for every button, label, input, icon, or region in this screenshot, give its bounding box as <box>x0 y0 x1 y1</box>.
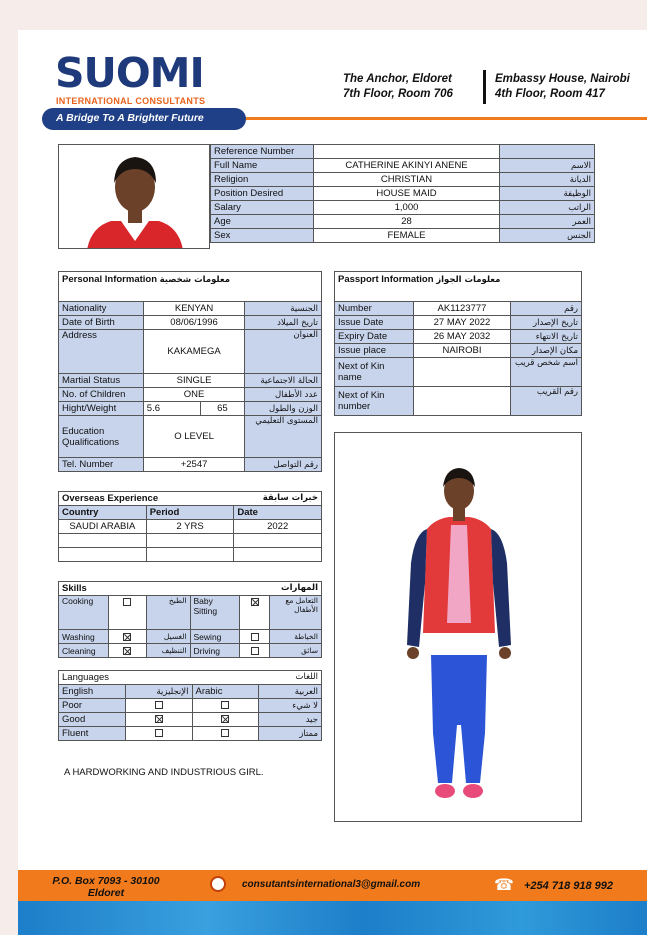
washing-checkbox[interactable] <box>123 633 131 641</box>
table-row: Address KAKAMEGA العنوان <box>59 330 322 374</box>
section-header: Overseas Experience خبرات سابقة <box>59 492 322 506</box>
brand-subtitle: INTERNATIONAL CONSULTANTS <box>56 96 206 106</box>
section-header: Passport Information معلومات الجواز <box>335 272 582 302</box>
cooking-checkbox[interactable] <box>123 598 131 606</box>
portrait-photo <box>58 144 210 249</box>
column-headers: Country Period Date <box>59 506 322 520</box>
personal-info-table <box>58 271 322 472</box>
driving-checkbox[interactable] <box>251 647 259 655</box>
english-poor-checkbox[interactable] <box>155 701 163 709</box>
table-row: Poor لا شيء <box>59 699 322 713</box>
brand-name: SUOMI <box>55 49 204 97</box>
address-nairobi: Embassy House, Nairobi 4th Floor, Room 417 <box>495 73 630 100</box>
english-fluent-checkbox[interactable] <box>155 729 163 737</box>
table-row: Hight/Weight 5.6 65 الوزن والطول <box>59 402 322 416</box>
table-row: Issue Date 27 MAY 2022 تاريخ الإصدار <box>335 316 582 330</box>
table-row: Next of Kin number رقم القريب <box>335 387 582 416</box>
globe-icon <box>210 876 226 892</box>
table-row: No. of Children ONE عدد الأطفال <box>59 388 322 402</box>
overseas-experience-table <box>58 491 322 562</box>
table-row: Cooking الطبخ Baby Sitting التعامل مع الأطفال <box>59 596 322 630</box>
remarks-note: A HARDWORKING AND INDUSTRIOUS GIRL. <box>64 767 264 778</box>
languages-table <box>58 670 322 741</box>
table-row: Washing الغسيل Sewing الخياطة <box>59 630 322 644</box>
sewing-checkbox[interactable] <box>251 633 259 641</box>
brand-logo <box>55 49 204 97</box>
footer-po-box: P.O. Box 7093 - 30100 Eldoret <box>52 875 160 899</box>
table-row: Nationality KENYAN الجنسية <box>59 302 322 316</box>
table-row: Fluent ممتاز <box>59 727 322 741</box>
table-row: Sex FEMALE الجنس <box>211 229 595 243</box>
arabic-good-checkbox[interactable] <box>221 715 229 723</box>
address-eldoret: The Anchor, Eldoret 7th Floor, Room 706 <box>343 73 453 100</box>
table-row <box>59 534 322 548</box>
table-row: Position Desired HOUSE MAID الوظيفة <box>211 187 595 201</box>
section-header: Personal Information معلومات شخصية <box>59 272 322 302</box>
table-row: English الإنجليزية Arabic العربية <box>59 685 322 699</box>
table-row: Martial Status SINGLE الحالة الاجتماعية <box>59 374 322 388</box>
footer-email[interactable]: consutantsinternational3@gmail.com <box>242 879 421 890</box>
passport-info-table <box>334 271 582 416</box>
table-row: Cleaning التنظيف Driving سائق <box>59 644 322 658</box>
section-header: Languages اللغات <box>59 671 322 685</box>
tagline: A Bridge To A Brighter Future <box>56 112 204 124</box>
address-divider <box>483 70 486 104</box>
arabic-poor-checkbox[interactable] <box>221 701 229 709</box>
table-row: Issue place NAIROBI مكان الإصدار <box>335 344 582 358</box>
cleaning-checkbox[interactable] <box>123 647 131 655</box>
table-row: Education Qualifications O LEVEL المستوى التعليمي <box>59 416 322 458</box>
summary-table <box>210 144 595 243</box>
table-row: Expiry Date 26 MAY 2032 تاريخ الانتهاء <box>335 330 582 344</box>
section-header: Skills المهارات <box>59 582 322 596</box>
header-divider <box>246 117 647 120</box>
skills-table <box>58 581 322 658</box>
table-row: Salary 1,000 الراتب <box>211 201 595 215</box>
table-row: Tel. Number +2547 رقم التواصل <box>59 458 322 472</box>
table-row: Next of Kin name اسم شخص قريب <box>335 358 582 387</box>
table-row: Age 28 العمر <box>211 215 595 229</box>
footer-stripe <box>18 901 647 935</box>
table-row: SAUDI ARABIA 2 YRS 2022 <box>59 520 322 534</box>
table-row: Reference Number <box>211 145 595 159</box>
table-row: Religion CHRISTIAN الديانة <box>211 173 595 187</box>
phone-icon: ☎ <box>494 875 514 894</box>
baby-sitting-checkbox[interactable] <box>251 598 259 606</box>
table-row: Date of Birth 08/06/1996 تاريخ الميلاد <box>59 316 322 330</box>
cv-page <box>18 30 647 935</box>
english-good-checkbox[interactable] <box>155 715 163 723</box>
table-row <box>59 548 322 562</box>
arabic-fluent-checkbox[interactable] <box>221 729 229 737</box>
footer-phone[interactable]: +254 718 918 992 <box>524 880 614 892</box>
table-row: Number AK1123777 رقم <box>335 302 582 316</box>
full-body-photo <box>334 432 582 822</box>
table-row: Full Name CATHERINE AKINYI ANENE الاسم <box>211 159 595 173</box>
table-row: Good جيد <box>59 713 322 727</box>
